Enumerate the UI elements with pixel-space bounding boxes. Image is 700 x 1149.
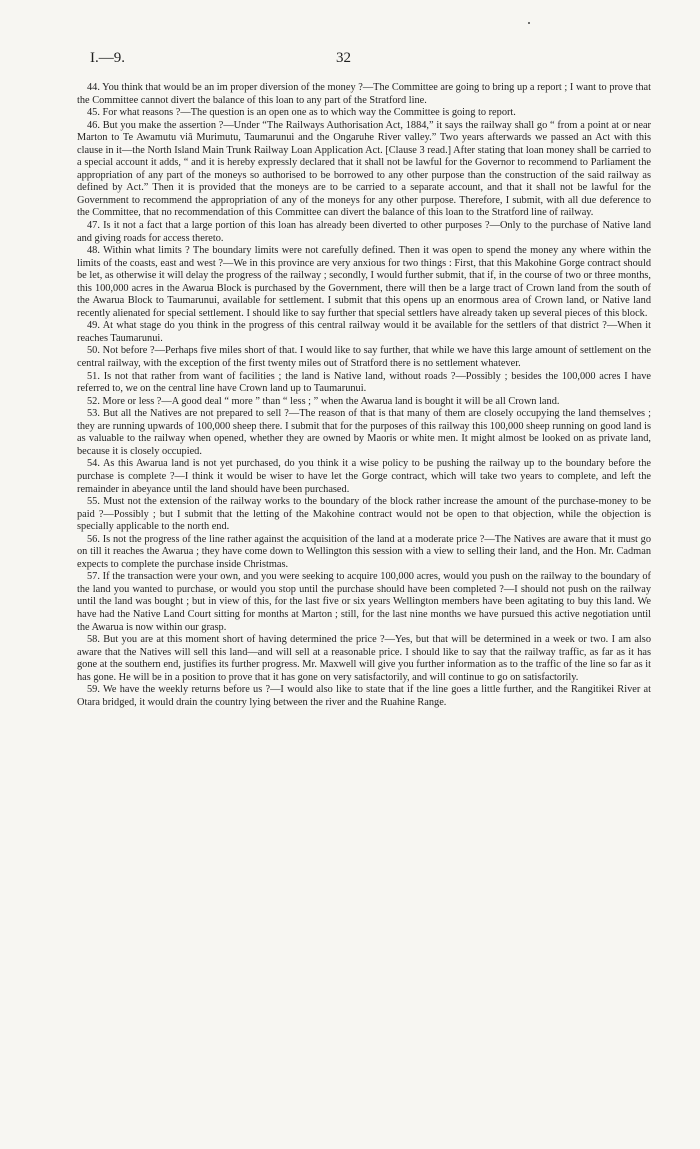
paragraph-49: 49. At what stage do you think in the progress of this central railway would it be available for the settlers of that district ?—When it reaches Taumarunui.	[77, 320, 651, 344]
paragraph-56: 56. Is not the progress of the line rather against the acquisition of the land at a moderate price ?—The Natives are aware that it must go on till it reaches the Awarua ; they have come down to Wellington this session with a view to selling their land, and the Hon. Mr. Cadman expects to complete the purchase inside Christmas.	[77, 533, 651, 570]
paragraph-50: 50. Not before ?—Perhaps five miles short of that. I would like to say further, that while we have this large amount of settlement on the central railway, with the exception of the first twenty miles out of Stratford there is no settlement whatever.	[77, 345, 651, 370]
paragraph-46: 46. But you make the assertion ?—Under “The Railways Authorisation Act, 1884,” it says the railway shall go “ from a point at or near Marton to Te Awamutu viâ Murimutu, Taumarunui and the Ongaruhe River valley.” Two years afterwards we passed an Act with this clause in it—the North Island Main Trunk Railway Loan Application Act. [Clause 3 read.] After stating that loan money shall be carried to a special account it adds, “ and it is hereby expressly declared that it shall not be lawful for the Governor to recommend to Parliament the appropriation of any part of the moneys so authorised to be borrowed to any other purpose than the construction of the said railway as defined by Act.” Then it is provided that the moneys are to be carried to a separate account, and that it shall not be lawful for the Government to recommend the appropriation of any of the moneys for any other purpose. Therefore, I submit, with all due deference to the Committee, that no recommendation of this Committee can divert the balance of this loan to the Stratford line of railway.	[77, 119, 651, 219]
paragraph-58: 58. But you are at this moment short of having determined the price ?—Yes, but that will be determined in a week or two. I am also aware that the Natives will sell this land—and will sell at a reasonable price. I should like to say that the railway traffic, as far as it has gone at the southern end, justifies its further progress. Mr. Maxwell will give you further information as to the traffic of the line so far as it has gone. He will be in a position to prove that it has gone on very satisfactorily, and will continue to go on satisfactorily.	[77, 634, 651, 683]
paragraph-57: 57. If the transaction were your own, and you were seeking to acquire 100,000 acres, would you push on the railway to the boundary of the land you wanted to purchase, or would you stop until the purchase should have been completed ?—I should not push on the railway until the land was bought ; but in view of this, for the last five or six years Wellington members have been agitating to buy this land. We have had the Native Land Court sitting for months at Marton ; still, for the last nine months we have pursued this active negotiation until the Awarua is now within our grasp.	[77, 571, 651, 633]
paragraph-59: 59. We have the weekly returns before us ?—I would also like to state that if the line goes a little further, and the Rangitikei River at Otara bridged, it would drain the country lying between the river and the Ruahine Range.	[77, 684, 651, 708]
paragraph-51: 51. Is not that rather from want of facilities ; the land is Native land, without roads ?—Possibly ; besides the 100,000 acres I have referred to, we on the central line have Crown land up to Taumarunui.	[77, 370, 651, 395]
document-reference: I.—9.	[90, 50, 125, 66]
page-number: 32	[336, 50, 351, 66]
paragraph-44: 44. You think that would be an im proper diversion of the money ?—The Committee are going to bring up a report ; I want to prove that the Committee cannot divert the balance of this loan to any part of the Stratford line.	[77, 82, 651, 106]
print-speck	[528, 22, 530, 24]
paragraph-47: 47. Is it not a fact that a large portion of this loan has already been diverted to other purposes ?—Only to the purchase of Native land and giving roads for access thereto.	[77, 220, 651, 244]
paragraph-55: 55. Must not the extension of the railway works to the boundary of the block rather increase the amount of the purchase-money to be paid ?—Possibly ; but I submit that the letting of the Makohine contract would not be open to that objection, while the objection is specially applicable to the north end.	[77, 496, 651, 533]
paragraph-48: 48. Within what limits ? The boundary limits were not carefully defined. Then it was open to spend the money any where within the limits of the coasts, east and west ?—We in this province are very anxious for two things : First, that this Makohine Gorge contract should be let, as otherwise it will delay the progress of the railway ; secondly, I would further submit, that if, in the course of two or three months, this 100,000 acres in the Awarua Block is purchased by the Government, there will then be a large tract of Crown land from the south of the Awarua Block to Taumarunui, available for settlement. I submit that this opens up an enormous area of Crown land, or Native land recently alienated for special settlement. I should like to say further that special settlers have already taken up several pieces of this block.	[77, 245, 651, 319]
paragraph-54: 54. As this Awarua land is not yet purchased, do you think it a wise policy to be pushing the railway up to the boundary before the purchase is complete ?—I think it would be wiser to have let the Gorge contract, which will take two years to complete, and left the remainder in abeyance until the land should have been purchased.	[77, 458, 651, 495]
paragraph-53: 53. But all the Natives are not prepared to sell ?—The reason of that is that many of them are closely occupying the land themselves ; they are running upwards of 100,000 sheep there. I submit that for the purposes of this railway this 100,000 sheep running on good land is as valuable to the railway when opened, whether they are owned by Maoris or white men. It might almost be looked on as private land, because it is closely occupied.	[77, 408, 651, 457]
page-header	[90, 50, 628, 70]
page-body	[77, 82, 651, 709]
paragraph-45: 45. For what reasons ?—The question is an open one as to which way the Committee is going to report.	[87, 107, 516, 119]
paragraph-52: 52. More or less ?—A good deal “ more ” than “ less ; ” when the Awarua land is bought it will be all Crown land.	[87, 395, 560, 407]
